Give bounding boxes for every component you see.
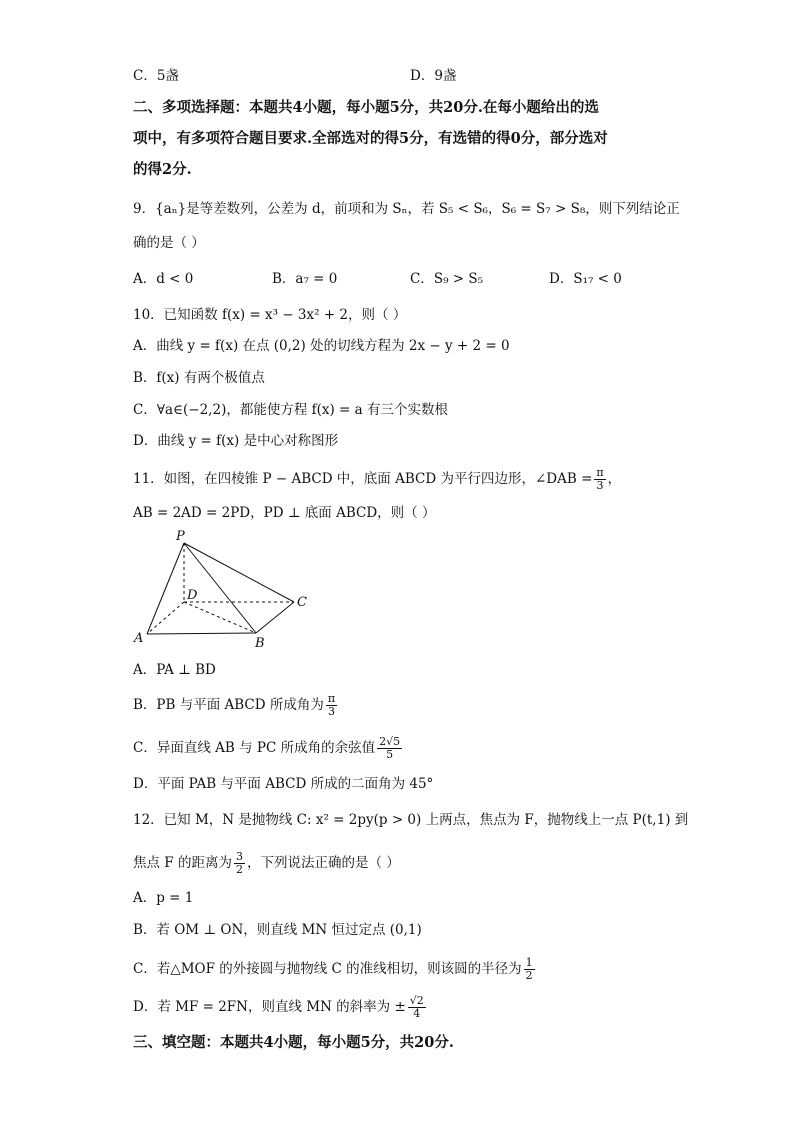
q10-option-a: A．曲线 y = f(x) 在点 (0,2) 处的切线方程为 2x − y + 2 = 0 [133,338,510,354]
q11-stem-line2: AB = 2AD = 2PD，PD ⊥ 底面 ABCD，则（ ） [133,505,436,521]
section2-line3: 的得2分. [133,161,192,178]
section2-line2: 项中，有多项符合题目要求.全部选对的得5分，有选错的得0分，部分选对 [133,130,608,147]
q12-option-c-fraction [524,957,535,982]
q11-option-a: A．PA ⊥ BD [133,662,216,678]
q11-option-b-fraction [326,693,337,718]
pyramid-figure [130,528,320,653]
q11-option-c-text: C．异面直线 AB 与 PC 所成角的余弦值 [133,740,376,756]
q10-option-d: D．曲线 y = f(x) 是中心对称图形 [133,433,339,449]
q10-option-c: C．∀a∈(−2,2)，都能使方程 f(x) = a 有三个实数根 [133,402,449,418]
section3-heading: 三、填空题：本题共4小题，每小题5分，共20分. [133,1034,454,1051]
q9-stem-line2: 确的是（ ） [133,235,205,251]
q9-stem-line1: 9．{aₙ}是等差数列，公差为 d，前项和为 Sₙ，若 S₅ < S₆，S₆ = S₇ > S₈，则下列结论正 [133,201,680,217]
q9-option-b: B．a₇ = 0 [272,271,338,287]
edge-bc [256,602,294,633]
q9-option-d: D．S₁₇ < 0 [549,271,622,287]
q11-angle-num: π [596,466,604,479]
q11-option-b [133,693,339,718]
q11-angle-fraction [594,467,605,492]
edge-da [147,602,184,634]
q12-distance-den: 2 [235,863,243,876]
q10-stem: 10．已知函数 f(x) = x³ − 3x² + 2，则（ ） [133,307,407,323]
edge-ab [147,633,256,634]
q12-option-d-num: √2 [409,994,424,1007]
vertex-label-d: D [187,588,198,603]
q12-stem-line2 [133,851,400,876]
q12-stem-text: 焦点 F 的距离为 [133,855,232,871]
q9-option-c: C．S₉ > S₅ [410,271,484,287]
edge-db [184,602,256,633]
q12-stem-tail: ，下列说法正确的是（ ） [246,855,400,871]
q12-option-c-text: C．若△MOF 的外接圆与抛物线 C 的准线相切，则该圆的半径为 [133,961,522,977]
q11-stem-line1 [133,467,621,492]
q11-option-d: D．平面 PAB 与平面 ABCD 所成的二面角为 45° [133,776,434,792]
q12-option-a: A．p = 1 [133,890,194,906]
q12-option-b: B．若 OM ⊥ ON，则直线 MN 恒过定点 (0,1) [133,922,422,938]
q11-option-c [133,736,404,761]
q12-option-d [133,995,428,1020]
q9-option-a: A．d < 0 [133,271,194,287]
q12-option-c-num: 1 [525,956,533,969]
q12-stem-line1: 12．已知 M，N 是抛物线 C: x² = 2py(p > 0) 上两点，焦点为 F，抛物线上一点 P(t,1) 到 [133,812,689,828]
q12-distance-fraction [234,851,245,876]
q12-distance-num: 3 [235,850,243,863]
q11-stem-comma: ， [607,471,622,487]
vertex-label-b: B [255,636,265,651]
vertex-label-p: P [176,529,185,544]
q8-option-d: D．9盏 [410,68,457,84]
q10-option-b: B．f(x) 有两个极值点 [133,370,265,386]
q12-option-d-den: 4 [413,1007,421,1020]
q12-option-c-den: 2 [525,969,533,982]
vertex-label-c: C [297,595,307,610]
vertex-label-a: A [134,631,144,646]
q11-angle-den: 3 [596,479,604,492]
q11-stem-text: 11．如图，在四棱锥 P − ABCD 中，底面 ABCD 为平行四边形，∠DAB = [133,471,593,487]
q12-option-d-text: D．若 MF = 2FN，则直线 MN 的斜率为 ± [133,999,406,1015]
edge-pc [184,543,294,602]
q11-option-b-text: B．PB 与平面 ABCD 所成角为 [133,697,324,713]
q11-option-b-den: 3 [327,705,335,718]
q12-option-c [133,957,537,982]
q12-option-d-fraction [408,995,426,1020]
q11-option-c-den: 5 [386,748,394,761]
q11-option-c-fraction [377,736,402,761]
section2-line1: 二、多项选择题：本题共4小题，每小题5分，共20分.在每小题给出的选 [133,99,599,116]
q11-option-b-num: π [327,692,336,705]
q11-option-c-num: 2√5 [379,735,401,748]
edge-pa [147,543,184,634]
q8-option-c: C．5盏 [133,68,179,84]
